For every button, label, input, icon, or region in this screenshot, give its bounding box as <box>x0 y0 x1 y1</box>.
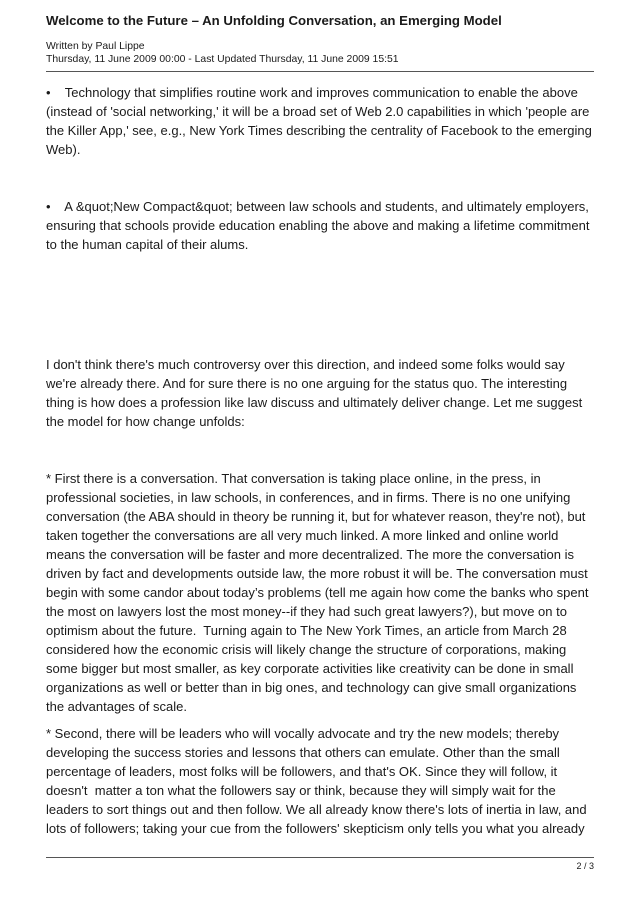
paragraph-second-leaders: * Second, there will be leaders who will vocally advocate and try the new models; thereby developing the success stories and lessons that others can emulate. Other than the small percentage of leaders, most folks will be followers, and that's OK. Since they will follow, it doesn't matter a ton what the followers say or think, because they will simply wait for the leaders to sort things out and then follow. We all already know there's lots of inertia in law, and lots of followers; taking your cue from the followers' skepticism only tells you what you already <box>46 726 587 836</box>
paragraph-technology: • Technology that simplifies routine work and improves communication to enable the above (instead of 'social networking,' it will be a broad set of Web 2.0 capabilities in which 'people are the Killer App,' see, e.g., New York Times describing the centrality of Facebook to the emerging Web). <box>46 85 592 157</box>
paragraph-first-conversation: * First there is a conversation. That conversation is taking place online, in the press, in professional societies, in law schools, in conferences, and in firms. There is no one unifying conversation (the ABA should in theory be running it, but for whatever reason, they're not), but taken together the conversations are all very much linked. A more linked and online world means the conversation will be faster and more decentralized. The more the conversation is driven by fact and developments outside law, the more robust it will be. The conversation must begin with some candor about today’s problems (tell me again how come the banks who spent the most on lawyers lost the most money--if they had such great lawyers?), but move on to optimism about the future. Turning again to The New York Times, an article from March 28 considered how the economic crisis will likely change the structure of corporations, making some bigger but most smaller, as key corporate activities like creativity can be done in small organizations as well or better than in big ones, and technology can give small organizations the advantages of scale. <box>46 471 589 714</box>
page-number: 2 / 3 <box>576 861 594 871</box>
footer-divider <box>46 857 594 858</box>
date-line: Thursday, 11 June 2009 00:00 - Last Updated Thursday, 11 June 2009 15:51 <box>46 54 399 65</box>
article-meta <box>46 40 594 66</box>
document-header <box>46 12 594 66</box>
header-divider <box>46 71 594 72</box>
paragraph-new-compact: • A &quot;New Compact&quot; between law schools and students, and ultimately employers, ensuring that schools provide education enabling the above and making a lifetime commitment to the human capital of their alums. <box>46 199 590 252</box>
author-line: Written by Paul Lippe <box>46 41 145 52</box>
article-title: Welcome to the Future – An Unfolding Conversation, an Emerging Model <box>46 13 502 28</box>
paragraph-direction: I don't think there's much controversy over this direction, and indeed some folks would say we're already there. And for sure there is no one arguing for the status quo. The interesting thing is how does a profession like law discuss and ultimately deliver change. Let me suggest the model for how change unfolds: <box>46 357 583 429</box>
